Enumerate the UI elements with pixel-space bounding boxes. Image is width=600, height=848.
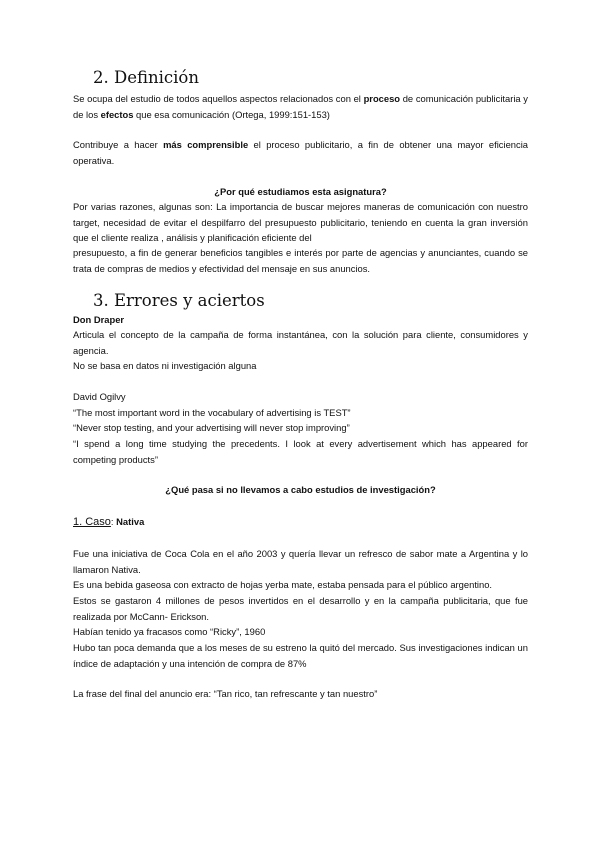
ogilvy-quote-2: “Never stop testing, and your advertising will never stop improving” [73, 422, 350, 433]
caso-paragraph-5: Hubo tan poca demanda que a los meses de su estreno la quitó del mercado. Sus investigaciones indican un índice de adaptación y una intención de compra de 87% [73, 642, 528, 669]
caso-paragraph-6: La frase del final del anuncio era: “Tan rico, tan refrescante y tan nuestro” [73, 688, 378, 699]
caso-paragraph-4: Habían tenido ya fracasos como “Ricky”, 1960 [73, 626, 266, 637]
question-que-pasa: ¿Qué pasa si no llevamos a cabo estudios de investigación? [165, 484, 436, 495]
caso-paragraph-3: Estos se gastaron 4 millones de pesos invertidos en el desarrollo y en la campaña publicitaria, que fue realizada por McCann- Erickson. [73, 595, 528, 622]
ogilvy-name: David Ogilvy [73, 391, 126, 402]
caso-paragraph-2: Es una bebida gaseosa con extracto de hojas yerba mate, estaba pensada para el público argentino. [73, 579, 493, 590]
caso-heading: 1. Caso: Nativa [73, 516, 145, 528]
heading-errores: 3. Errores y aciertos [93, 291, 265, 310]
razones-paragraph-2: presupuesto, a fin de generar beneficios tangibles e interés por parte de agencias y anunciantes, cuando se trata de compras de medios y efectividad del mensaje en sus anuncios. [73, 247, 528, 274]
heading-definicion: 2. Definición [93, 68, 199, 87]
razones-paragraph-1: Por varias razones, algunas son: La importancia de buscar mejores maneras de comunicación con nuestro target, necesidad de evitar el despilfarro del presupuesto publicitario, teniendo en cuenta la gran inversión que el cliente realiza , análisis y planificación eficiente del [73, 201, 528, 243]
definicion-paragraph: Se ocupa del estudio de todos aquellos aspectos relacionados con el proceso de comunicación publicitaria y de los efectos que esa comunicación (Ortega, 1999:151-153) [73, 93, 528, 120]
contribuye-paragraph: Contribuye a hacer más comprensible el proceso publicitario, a fin de obtener una mayor eficiencia operativa. [73, 139, 528, 166]
ogilvy-quote-3: “I spend a long time studying the precedents. I look at every advertisement which has appeared for competing products” [73, 438, 528, 465]
draper-paragraph: Articula el concepto de la campaña de forma instantánea, con la solución para cliente, consumidores y agencia. [73, 329, 528, 356]
question-por-que: ¿Por qué estudiamos esta asignatura? [214, 186, 387, 197]
ogilvy-quote-1: “The most important word in the vocabulary of advertising is TEST” [73, 407, 351, 418]
draper-note: No se basa en datos ni investigación alguna [73, 360, 257, 371]
caso-paragraph-1: Fue una iniciativa de Coca Cola en el año 2003 y quería llevar un refresco de sabor mate a Argentina y lo llamaron Nativa. [73, 548, 528, 575]
draper-name: Don Draper [73, 314, 125, 325]
